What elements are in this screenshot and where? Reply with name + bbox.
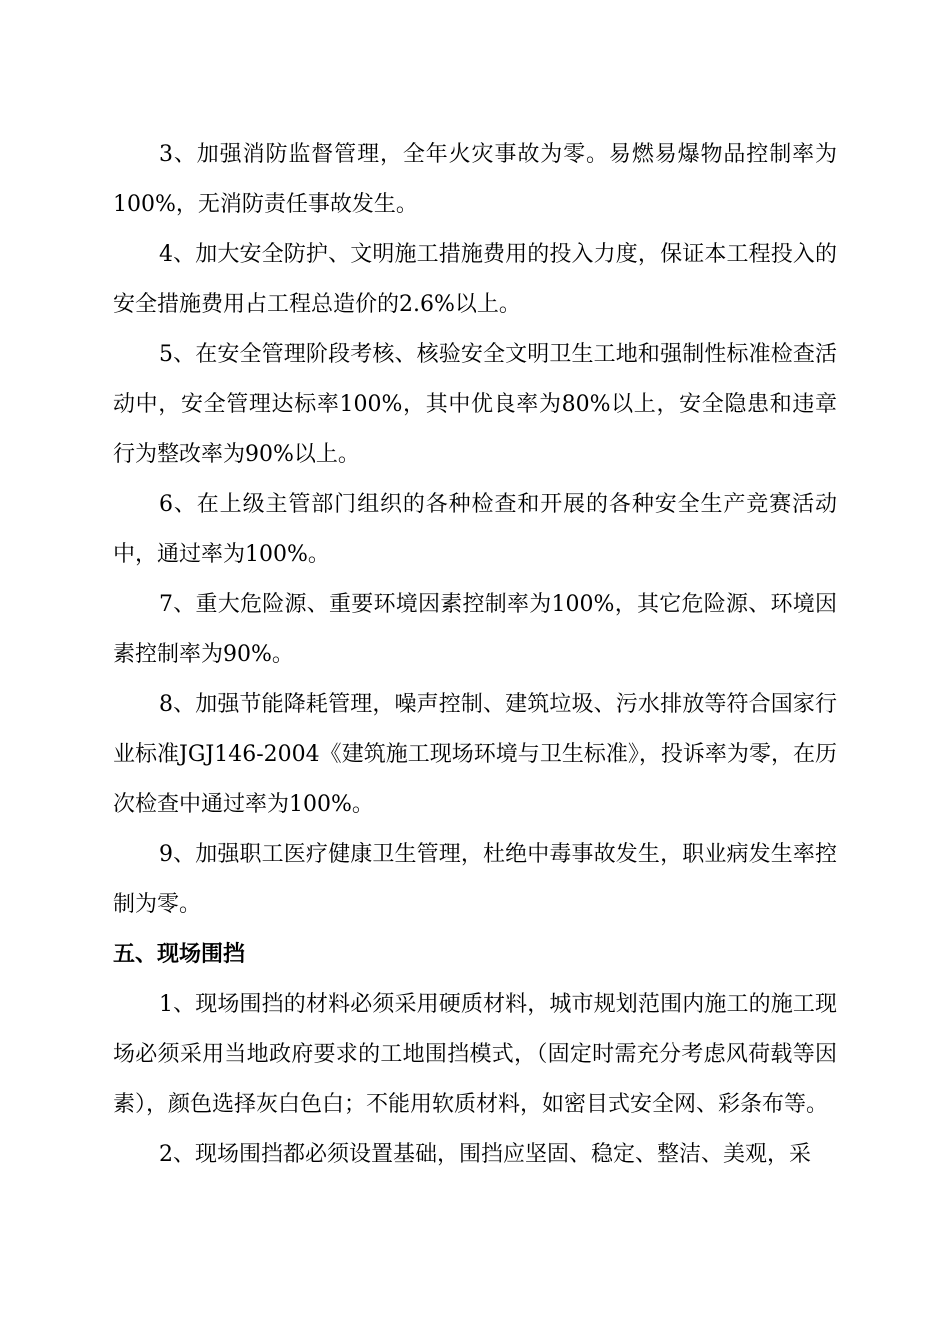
- paragraph-item-6: 6、在上级主管部门组织的各种检查和开展的各种安全生产竞赛活动中，通过率为100%。: [113, 492, 837, 567]
- paragraph-item-4: 4、加大安全防护、文明施工措施费用的投入力度，保证本工程投入的安全措施费用占工程总造价的2.6%以上。: [113, 242, 837, 317]
- paragraph-item-3: 3、加强消防监督管理，全年火灾事故为零。易燃易爆物品控制率为100%，无消防责任事故发生。: [113, 142, 837, 217]
- paragraph-item-5: 5、在安全管理阶段考核、核验安全文明卫生工地和强制性标准检查活动中，安全管理达标率100%，其中优良率为80%以上，安全隐患和违章行为整改率为90%以上。: [113, 342, 837, 467]
- paragraph-item-7: 7、重大危险源、重要环境因素控制率为100%，其它危险源、环境因素控制率为90%。: [113, 592, 837, 667]
- paragraph-fence-2: 2、现场围挡都必须设置基础，围挡应坚固、稳定、整洁、美观，采: [159, 1142, 811, 1167]
- paragraph-fence-1: 1、现场围挡的材料必须采用硬质材料，城市规划范围内施工的施工现场必须采用当地政府要求的工地围挡模式，（固定时需充分考虑风荷载等因素），颜色选择灰白色白；不能用软质材料，如密目式安全网、彩条布等。: [113, 992, 837, 1117]
- paragraph-item-8: 8、加强节能降耗管理，噪声控制、建筑垃圾、污水排放等符合国家行业标准JGJ146-2004《建筑施工现场环境与卫生标准》，投诉率为零，在历次检查中通过率为100%。: [113, 692, 837, 817]
- paragraph-item-9: 9、加强职工医疗健康卫生管理，杜绝中毒事故发生，职业病发生率控制为零。: [113, 842, 837, 917]
- document-body: [113, 130, 837, 1180]
- section-heading: 五、现场围挡: [113, 942, 246, 967]
